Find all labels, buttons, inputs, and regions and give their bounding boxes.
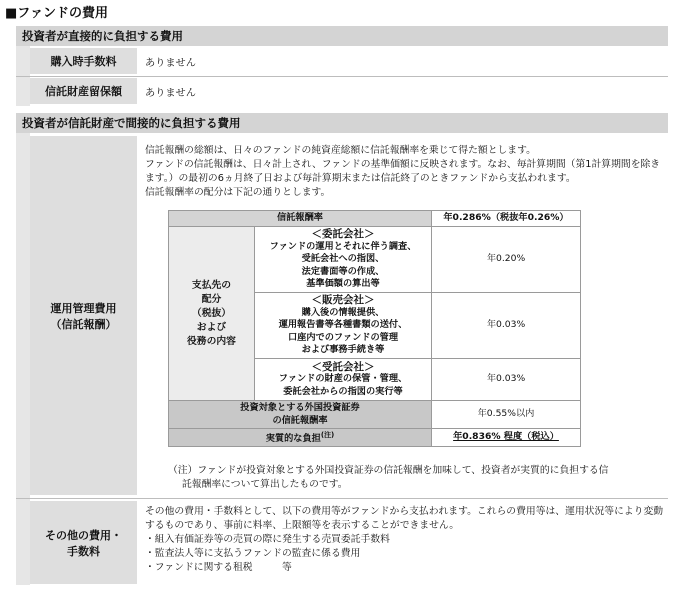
other-fees-label-line1: その他の費用・ (45, 528, 122, 542)
cell-line: 投資対象とする外国投資証券 (240, 402, 360, 413)
cell-line: ファンドの財産の保管・管理、 (278, 373, 408, 385)
cell-line: 運用報告書等各種書類の送付、 (278, 319, 408, 331)
effective-burden-text: 実質的な負担 (265, 433, 321, 445)
allocation-side-label (169, 227, 255, 401)
cell-line: 委託会社からの指図の実行等 (283, 385, 403, 397)
trustor-company-rate: 年0.20% (432, 227, 581, 293)
effective-burden-value: 年0.836% 程度（税込） (432, 429, 581, 447)
side-label-line: および (196, 321, 227, 333)
cell-line: ＜販売会社＞ (311, 294, 375, 307)
distributor-rate: 年0.03% (432, 293, 581, 359)
other-fees-intro: その他の費用・手数料として、以下の費用等がファンドから支払われます。これらの費用等は、運用状況等により変動するものであり、事前に料率、上限額等を表示することができません。 (145, 506, 664, 531)
trust-retention-value: ありません (145, 87, 196, 99)
management-fee-label (30, 136, 137, 495)
side-label-line: 役務の内容 (187, 335, 236, 347)
management-fee-label-line1: 運用管理費用 (50, 301, 117, 315)
cell-line: の信託報酬率 (272, 414, 328, 426)
cell-line: 口座内でのファンドの管理 (287, 331, 399, 343)
direct-fees-heading: 投資者が直接的に負担する費用 (16, 26, 668, 46)
distributor-cell (255, 293, 432, 359)
description-paragraph: ファンドの信託報酬は、日々計上され、ファンドの基準価額に反映されます。なお、毎計算期間（第1計算期間を除きます。）の最初の6ヵ月終了日および毎計算期末または信託終了のときファンドから支払われます。 (145, 159, 661, 184)
purchase-fee-label: 購入時手数料 (30, 48, 137, 74)
side-label-line: （税抜） (191, 307, 232, 319)
footnote (168, 464, 668, 492)
footnote-line: （注）ファンドが投資対象とする外国投資証券の信託報酬を加味して、投資者が実質的に負担する信 (168, 465, 609, 476)
table-row (169, 211, 581, 227)
other-fees-label (30, 501, 137, 584)
table-row (169, 227, 581, 293)
description-paragraph: 信託報酬率の配分は下記の通りとします。 (145, 187, 331, 198)
page-title: ■ファンドの費用 (5, 6, 109, 21)
other-fees-item: ・ファンドに関する租税 等 (145, 562, 292, 573)
trustee-company-cell (255, 359, 432, 401)
trust-retention-label: 信託財産留保額 (30, 78, 137, 104)
side-label-line: 配分 (201, 293, 222, 305)
effective-burden-label (169, 429, 432, 447)
footnote-marker: (注) (320, 431, 335, 439)
indirect-fees-gutter (16, 133, 30, 585)
management-fee-description (145, 144, 665, 200)
foreign-security-rate: 年0.55%以内 (432, 401, 581, 429)
other-fees-label-line2: 手数料 (67, 544, 100, 558)
other-fees-item: ・監査法人等に支払うファンドの監査に係る費用 (145, 548, 361, 559)
cell-line: ファンドの運用とそれに伴う調査、 (269, 240, 417, 252)
cell-line: 購入後の情報提供、 (301, 306, 385, 318)
purchase-fee-value: ありません (145, 57, 196, 69)
other-fees-description (145, 505, 665, 575)
footnote-line: 託報酬率について算出したものです。 (182, 479, 348, 490)
indirect-fees-heading: 投資者が信託財産で間接的に負担する費用 (16, 113, 668, 133)
cell-line: ＜委託会社＞ (311, 228, 375, 241)
foreign-security-label (169, 401, 432, 429)
fee-allocation-table (168, 210, 581, 447)
divider (16, 76, 668, 77)
trustee-company-rate: 年0.03% (432, 359, 581, 401)
cell-line: および事務手続き等 (301, 344, 385, 356)
table-row (169, 429, 581, 447)
trustor-company-cell (255, 227, 432, 293)
cell-line: 基準価額の算出等 (306, 278, 380, 290)
other-fees-item: ・組入有価証券等の売買の際に発生する売買委託手数料 (145, 534, 390, 545)
management-fee-label-line2: （信託報酬） (50, 317, 117, 331)
rate-value-cell: 年0.286%（税抜年0.26%） (432, 211, 581, 227)
rate-label-cell: 信託報酬率 (169, 211, 432, 227)
side-label-line: 支払先の (191, 279, 232, 291)
cell-line: ＜受託会社＞ (311, 360, 375, 373)
table-row (169, 401, 581, 429)
cell-line: 法定書面等の作成、 (301, 265, 385, 277)
description-paragraph: 信託報酬の総額は、日々のファンドの純資産総額に信託報酬率を乗じて得た額とします。 (145, 145, 536, 156)
divider (16, 498, 668, 499)
cell-line: 受託会社への指図、 (301, 253, 385, 265)
